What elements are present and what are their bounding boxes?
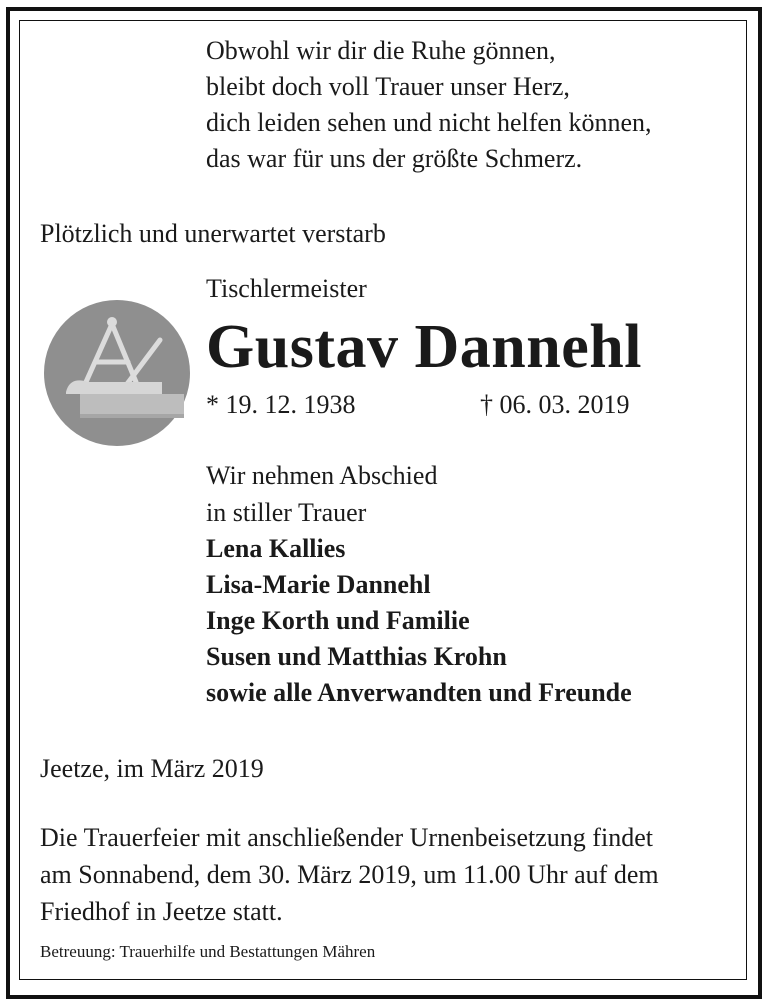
- intro-text: Plötzlich und unerwartet verstarb: [40, 219, 386, 248]
- mourner-1: Lena Kallies: [206, 534, 346, 563]
- poem-line-1: Obwohl wir dir die Ruhe gönnen,: [206, 36, 556, 65]
- poem-line-4: das war für uns der größte Schmerz.: [206, 144, 583, 173]
- birth-date: * 19. 12. 1938: [206, 390, 356, 419]
- funeral-service-credit: Betreuung: Trauerhilfe und Bestattungen Mähren: [40, 942, 376, 961]
- mourner-2: Lisa-Marie Dannehl: [206, 570, 431, 599]
- death-date: † 06. 03. 2019: [480, 390, 630, 419]
- poem-line-3: dich leiden sehen und nicht helfen können,: [206, 108, 652, 137]
- farewell-line-2: in stiller Trauer: [206, 498, 367, 527]
- ceremony-line-1: Die Trauerfeier mit anschließender Urnenbeisetzung findet: [40, 823, 653, 852]
- deceased-title: Tischlermeister: [206, 274, 367, 303]
- mourner-5: sowie alle Anverwandten und Freunde: [206, 678, 632, 707]
- deceased-name: Gustav Dannehl: [206, 313, 642, 381]
- place-date: Jeetze, im März 2019: [40, 754, 264, 783]
- poem-line-2: bleibt doch voll Trauer unser Herz,: [206, 72, 570, 101]
- carpenter-tools-icon: [44, 300, 190, 446]
- ceremony-line-2: am Sonnabend, dem 30. März 2019, um 11.00 Uhr auf dem: [40, 860, 659, 889]
- ceremony-line-3: Friedhof in Jeetze statt.: [40, 897, 283, 926]
- mourner-4: Susen und Matthias Krohn: [206, 642, 507, 671]
- mourner-3: Inge Korth und Familie: [206, 606, 470, 635]
- farewell-line-1: Wir nehmen Abschied: [206, 461, 438, 490]
